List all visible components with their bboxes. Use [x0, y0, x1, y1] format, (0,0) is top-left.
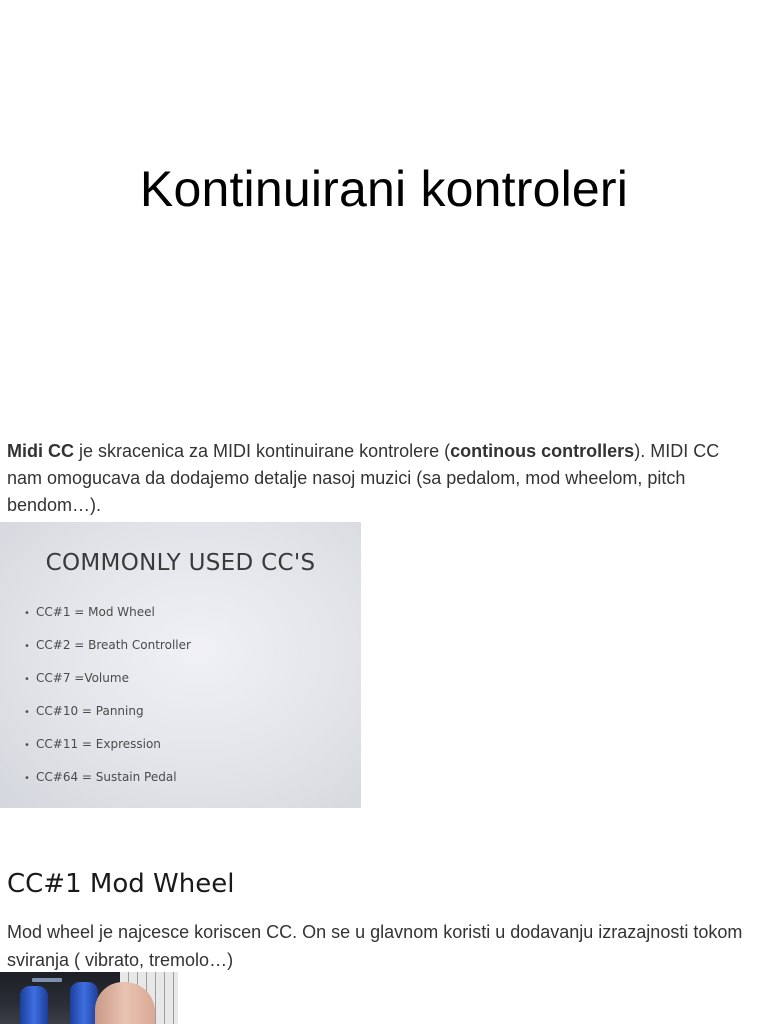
- section-paragraph: Mod wheel je najcesce koriscen CC. On se u glavnom koristi u dodavanju izrazajnosti tokom sviranja ( vibrato, tremolo…): [7, 922, 743, 970]
- cc-slide-image: [0, 522, 361, 808]
- slide-list-item: [24, 736, 191, 769]
- section-heading: CC#1 Mod Wheel: [7, 869, 235, 899]
- slide-item-text: CC#7 =Volume: [36, 671, 129, 685]
- slide-list-item: [24, 637, 191, 670]
- slide-list-item: [24, 670, 191, 703]
- slide-list-item: [24, 703, 191, 736]
- bullet-icon: •: [24, 773, 30, 784]
- slide-title: COMMONLY USED CC'S: [45, 550, 316, 576]
- slide-list-item: [24, 769, 191, 802]
- pitch-wheel-knob: [70, 982, 98, 1024]
- slide-item-text: CC#2 = Breath Controller: [36, 638, 191, 652]
- mod-wheel-knob: [20, 986, 48, 1024]
- slide-item-text: CC#11 = Expression: [36, 737, 161, 751]
- intro-paragraph: [7, 438, 747, 519]
- mod-wheel-photo: [0, 972, 178, 1024]
- intro-bold-term: Midi CC: [7, 441, 74, 461]
- bullet-icon: •: [24, 641, 30, 652]
- bullet-icon: •: [24, 608, 30, 619]
- bullet-icon: •: [24, 740, 30, 751]
- slide-list-item: [24, 604, 191, 637]
- bullet-icon: •: [24, 674, 30, 685]
- slide-list: [24, 604, 191, 802]
- bullet-icon: •: [24, 707, 30, 718]
- photo-label-strip: [32, 978, 62, 982]
- slide-item-text: CC#64 = Sustain Pedal: [36, 770, 177, 784]
- intro-text-2: ). MIDI CC nam omogucava da dodajemo detalje nasoj muzici (sa pedalom, mod wheelom, pitch bendom…).: [7, 441, 720, 515]
- intro-bold-phrase: continous controllers: [450, 441, 635, 461]
- intro-text-1: je skracenica za MIDI kontinuirane kontrolere (: [74, 441, 451, 461]
- slide-item-text: CC#1 = Mod Wheel: [36, 605, 155, 619]
- slide-item-text: CC#10 = Panning: [36, 704, 144, 718]
- page-title: Kontinuirani kontroleri: [139, 161, 629, 217]
